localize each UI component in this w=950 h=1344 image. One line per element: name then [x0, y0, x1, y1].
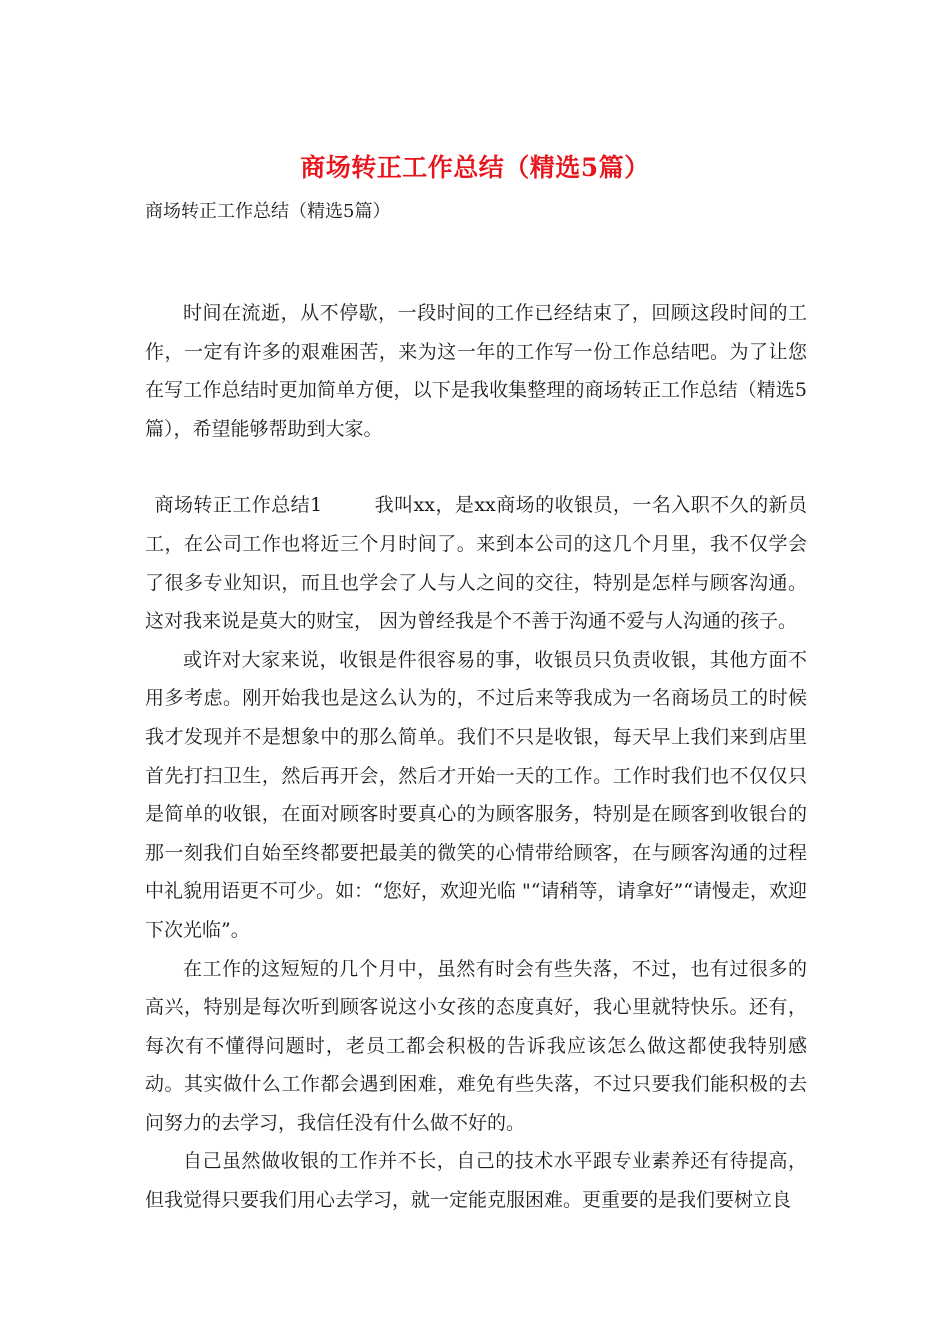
section-1-paragraph-1: [145, 486, 807, 640]
section-1-paragraph-3: 在工作的这短短的几个月中，虽然有时会有些失落，不过，也有过很多的高兴，特别是每次听到顾客说这小女孩的态度真好，我心里就特快乐。还有，每次有不懂得问题时，老员工都会积极的告诉我应该怎么做这都使我特别感动。其实做什么工作都会遇到困难，难免有些失落，不过只要我们能积极的去问努力的去学习，我信任没有什么做不好的。: [145, 957, 807, 1134]
section-1-label: 商场转正工作总结1: [154, 494, 323, 517]
section-1-paragraph-1-text: 我叫xx，是xx商场的收银员，一名入职不久的新员工，在公司工作也将近三个月时间了。来到本公司的这几个月里，我不仅学会了很多专业知识，而且也学会了人与人之间的交往，特别是怎样与顾客沟通。这对我来说是莫大的财宝， 因为曾经我是个不善于沟通不爱与人沟通的孩子。: [145, 494, 807, 633]
document-body: [145, 294, 807, 1220]
document-subtitle: 商场转正工作总结（精选5篇）: [145, 201, 391, 222]
section-1-paragraph-4: 自己虽然做收银的工作并不长，自己的技术水平跟专业素养还有待提高，但我觉得只要我们用心去学习，就一定能克服困难。更重要的是我们要树立良: [145, 1150, 807, 1212]
document-title: 商场转正工作总结（精选5篇）: [300, 153, 650, 182]
intro-paragraph: 时间在流逝，从不停歇，一段时间的工作已经结束了，回顾这段时间的工作，一定有许多的艰难困苦，来为这一年的工作写一份工作总结吧。为了让您在写工作总结时更加简单方便，以下是我收集整理的商场转正工作总结（精选5篇），希望能够帮助到大家。: [145, 302, 807, 440]
section-1-paragraph-2: 或许对大家来说，收银是件很容易的事，收银员只负责收银，其他方面不用多考虑。刚开始我也是这么认为的，不过后来等我成为一名商场员工的时候我才发现并不是想象中的那么简单。我们不只是收银，每天早上我们来到店里首先打扫卫生，然后再开会，然后才开始一天的工作。工作时我们也不仅仅只是简单的收银，在面对顾客时要真心的为顾客服务，特别是在顾客到收银台的那一刻我们自始至终都要把最美的微笑的心情带给顾客，在与顾客沟通的过程中礼貌用语更不可少。如：“您好，欢迎光临 "“请稍等，请拿好”“请慢走，欢迎下次光临”。: [145, 648, 807, 941]
